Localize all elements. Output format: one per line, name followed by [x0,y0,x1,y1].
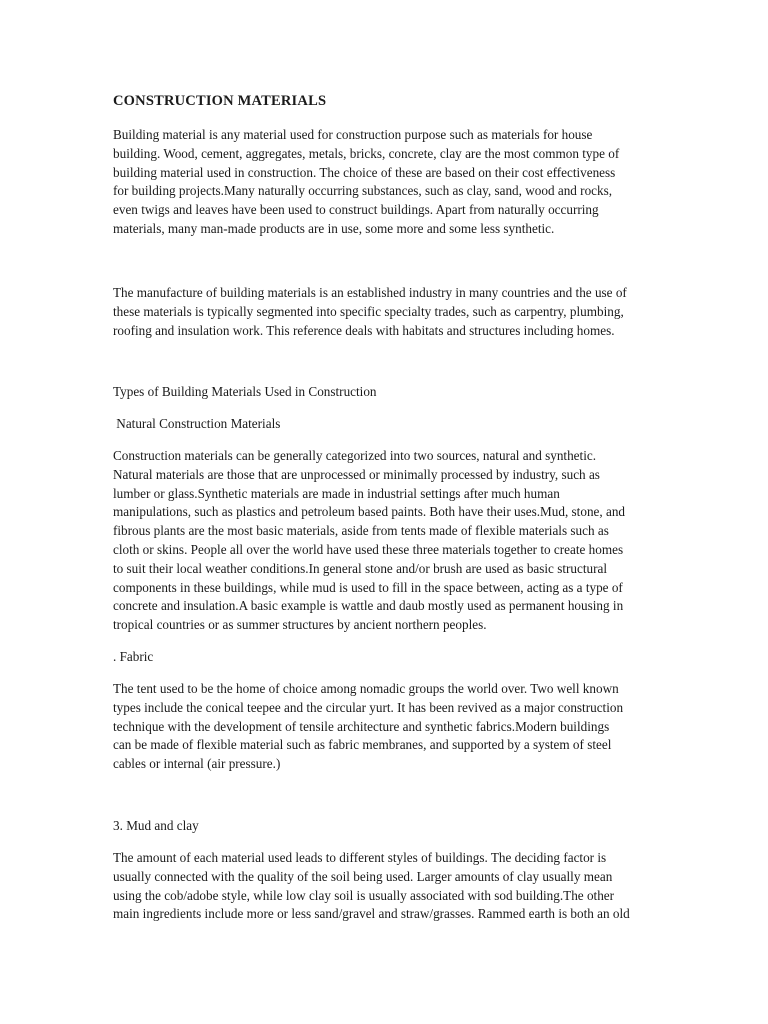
text-line: cloth or skins. People all over the world have used these three materials together to create homes [113,541,624,557]
paragraph-manufacture [113,284,658,340]
text-line: these materials is typically segmented into specific specialty trades, such as carpentry, plumbing, [113,303,624,319]
text-line: manipulations, such as plastics and petroleum based paints. Both have their uses.Mud, stone, and [113,504,626,520]
text-line: to suit their local weather conditions.In general stone and/or brush are used as basic structural [113,560,608,576]
text-line: Construction materials can be generally categorized into two sources, natural and synthetic. [113,448,597,463]
text-line: roofing and insulation work. This reference deals with habitats and structures including homes. [113,322,615,338]
text-line: concrete and insulation.A basic example is wattle and daub mostly used as permanent housing in [113,598,624,614]
text-line: Building material is any material used for construction purpose such as materials for house [113,127,593,142]
page-title: CONSTRUCTION MATERIALS [113,93,327,109]
text-line: tropical countries or as summer structures by ancient northern peoples. [113,617,487,633]
text-line: materials, many man-made products are in use, some more and some less synthetic. [113,220,555,236]
text-line: even twigs and leaves have been used to construct buildings. Apart from naturally occurring [113,202,599,218]
text-line: usually connected with the quality of the soil being used. Larger amounts of clay usually mean [113,868,613,884]
text-line: lumber or glass.Synthetic materials are made in industrial settings after much human [113,485,560,501]
text-line: The tent used to be the home of choice among nomadic groups the world over. Two well known [113,681,619,696]
text-line: types include the conical teepee and the circular yurt. It has been revived as a major construction [113,699,624,715]
text-line: The amount of each material used leads to different styles of buildings. The deciding factor is [113,850,607,865]
text-line: building. Wood, cement, aggregates, metals, bricks, concrete, clay are the most common type of [113,145,620,161]
text-line: building material used in construction. The choice of these are based on their cost effectiveness [113,164,616,180]
heading-natural: Natural Construction Materials [113,416,281,431]
text-line: components in these buildings, while mud is used to fill in the space between, acting as a type of [113,579,623,595]
text-line: cables or internal (air pressure.) [113,756,281,772]
text-line: using the cob/adobe style, while low clay soil is usually associated with sod building.The other [113,887,615,903]
paragraph-fabric [113,680,658,774]
heading-types: Types of Building Materials Used in Construction [113,384,377,399]
heading-fabric: . Fabric [113,649,154,664]
paragraph-building-material [113,126,658,239]
text-line: Natural materials are those that are unprocessed or minimally processed by industry, such as [113,466,600,482]
heading-mud-clay: 3. Mud and clay [113,818,199,833]
text-line: The manufacture of building materials is an established industry in many countries and the use of [113,285,627,300]
text-line: fibrous plants are the most basic materials, aside from tents made of flexible materials such as [113,523,609,539]
paragraph-mud-clay [113,849,658,924]
text-line: can be made of flexible material such as fabric membranes, and supported by a system of steel [113,737,612,753]
text-line: technique with the development of tensile architecture and synthetic fabrics.Modern buildings [113,718,610,734]
text-line: for building projects.Many naturally occurring substances, such as clay, sand, wood and rocks, [113,183,613,199]
text-line: main ingredients include more or less sand/gravel and straw/grasses. Rammed earth is both an old [113,906,630,922]
paragraph-natural-materials [113,447,658,635]
